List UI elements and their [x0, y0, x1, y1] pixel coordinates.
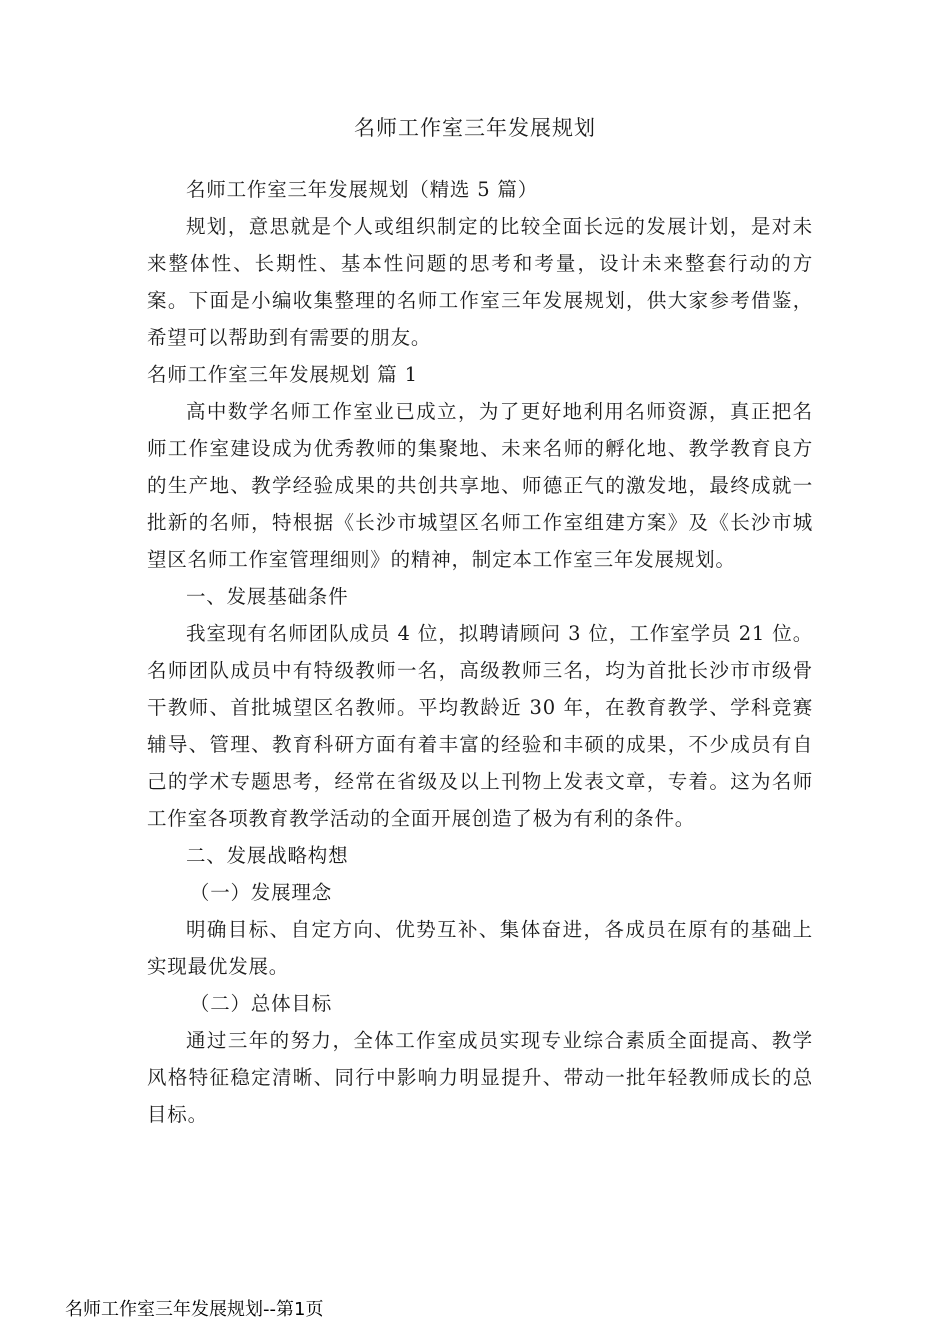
heading-strategy: 二、发展战略构想 [186, 844, 349, 867]
paragraph-philosophy: 明确目标、自定方向、优势互补、集体奋进，各成员在原有的基础上实现最优发展。 [147, 918, 813, 978]
page-footer: 名师工作室三年发展规划--第1页 [65, 1299, 324, 1320]
paragraph-background: 高中数学名师工作室业已成立，为了更好地利用名师资源，真正把名师工作室建设成为优秀教师的集聚地、未来名师的孵化地、教学教育良方的生产地、教学经验成果的共创共享地、师德正气的激发地，最终成就一批新的名师，特根据《长沙市城望区名师工作室组建方案》及《长沙市城望区名师工作室管理细则》的精神，制定本工作室三年发展规划。 [147, 400, 813, 571]
subheading-goal: （二）总体目标 [189, 992, 332, 1015]
heading-foundation: 一、发展基础条件 [186, 585, 349, 608]
document-body [147, 171, 813, 1133]
subheading-philosophy: （一）发展理念 [189, 881, 332, 904]
document-title: 名师工作室三年发展规划 [354, 116, 596, 140]
document-subtitle: 名师工作室三年发展规划（精选 5 篇） [186, 178, 539, 201]
paragraph-foundation: 我室现有名师团队成员 4 位，拟聘请顾问 3 位，工作室学员 21 位。名师团队成员中有特级教师一名，高级教师三名，均为首批长沙市市级骨干教师、首批城望区名教师。平均教龄近 30 年，在教育教学、学科竞赛辅导、管理、教育科研方面有着丰富的经验和丰硕的成果，不少成员有自己的学术专题思考，经常在省级及以上刊物上发表文章，专着。这为名师工作室各项教育教学活动的全面开展创造了极为有利的条件。 [147, 622, 813, 830]
paragraph-goal: 通过三年的努力，全体工作室成员实现专业综合素质全面提高、教学风格特征稳定清晰、同行中影响力明显提升、带动一批年轻教师成长的总目标。 [147, 1029, 813, 1126]
intro-paragraph: 规划，意思就是个人或组织制定的比较全面长远的发展计划，是对未来整体性、长期性、基本性问题的思考和考量，设计未来整套行动的方案。下面是小编收集整理的名师工作室三年发展规划，供大家参考借鉴，希望可以帮助到有需要的朋友。 [147, 215, 813, 349]
section-heading: 名师工作室三年发展规划 篇 1 [147, 363, 418, 386]
